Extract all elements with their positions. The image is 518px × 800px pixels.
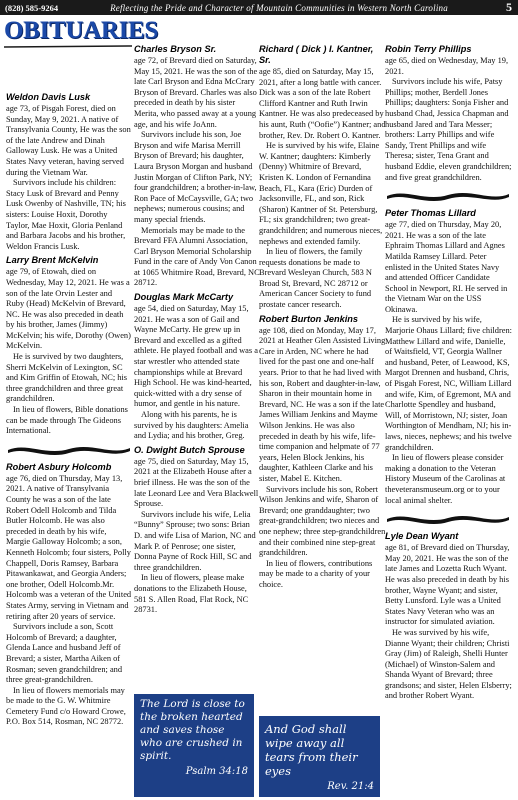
obituary-paragraph: Survivors include his wife, Patsy Phillips; mother, Berdell Jones Phillips; daughters: Sonja Fisher and husband Chad, Jessica Chapman and husband Jared and Tara Messer; brothers: Larry Phillips and wife Sandy, Trent Phillips and wife Theresa; sister, Tena Grant and husband Eddie, eleven grandchildren; and five great grandchildren. [385, 77, 512, 182]
header-tagline: Reflecting the Pride and Character of Mountain Communities in Western North Carolina [110, 2, 448, 13]
verse-box-psalm [134, 694, 254, 797]
obituary-entry [385, 44, 513, 183]
page-number: 5 [506, 0, 512, 14]
obituary-paragraph: He is survived by his wife, Elaine W. Kantner; daughters: Kimberly (Denny) Whitmire of Brevard, Kristen K. London of Fernandina Beach, FL, Kara (Eric) Durden of Jacksonville, FL, and son, Rick (Sharon) Kantner of St. Petersburg, FL; six grandchildren; two great-grandchildren; and numerous nieces, nephews and extended family. [259, 141, 383, 246]
obituary-paragraph: In lieu of flowers, the family requests donations be made to Brevard Wesleyan Church, 583 N Broad St, Brevard, NC 28712 or American Cancer Society to fund prostate cancer research. [259, 247, 372, 310]
obituary-entry [6, 92, 132, 252]
obituary-paragraph: Survivors include his children: Stacy Lusk of Brevard and Penny Lusk Owenby of Nashville, TN; his sisters: Louise Hoxit, Dorothy Taylor, Mae Hoxit, Gloria Penland and Barbara Jacobs and his brother, Weldon Francis Lusk. [6, 178, 126, 251]
obituary-paragraph: age 73, of Pisgah Forest, died on Sunday, May 9, 2021. A native of Transylvania County, He was the son of the late Andrew and Dinah Galloway Lusk. He was a United States Navy veteran, having served during the Vietnam War. [6, 104, 131, 177]
obituary-entry [134, 292, 260, 442]
divider-flourish-icon [6, 440, 132, 458]
obituary-paragraph: In lieu of flowers please consider making a donation to the Veteran History Museum of the Carolinas at theveteransmuseum.org or to your local animal shelter. [385, 453, 506, 505]
obituary-name: Robert Asbury Holcomb [6, 461, 112, 472]
obituary-name: Lyle Dean Wyant [385, 531, 459, 542]
verse-text: The Lord is close to the broken hearted and saves those who are crushed in spirit. [140, 698, 245, 762]
obituary-paragraph: age 79, of Etowah, died on Wednesday, May 12, 2021. He was a son of the late Orvin Lester and Ruby (Head) McKelvin of Brevard, NC. He was also preceded in death by his brother, James (Jimmy) McKelvin; his wife, Dorothy (Owen) McKelvin. [6, 267, 131, 351]
obituary-name: Charles Bryson Sr. [134, 44, 217, 54]
obituary-entry [385, 531, 513, 702]
obituary-paragraph: age 81, of Brevard died on Thursday, May 20, 2021. He was the son of the late James and Lozetta Ruch Wyant. He was also preceded in death by his brother, Wayne Wyant; and sister, Betty Lunsford. Lyle was a United States Navy Veteran who was an instructor for simulated aviation. [385, 543, 510, 627]
column-4 [385, 44, 513, 705]
obituary-paragraph: age 76, died on Thursday, May 13, 2021. A native of Transylvania County he was a son of the late Robert Odell Holcomb and Tilda Butler Holcomb. He was also preceded in death by his wife, Margie Galloway Holcomb; a son, Kenneth Holcomb; four sisters, Polly Chappell, Doris Ramsey, Barbara Pitawankawat, and Georgia Anders; one brother, Odell Holcomb.Mr. Holcomb was a veteran of the United States Army, serving in Vietnam and retiring after 20 years of service. [6, 473, 132, 621]
obituary-paragraph: Survivors include his son, Joe Bryson and wife Marisa Merrill Bryson of Brevard; his daughter, Laura Bryson Morgan and husband Justin Morgan of Clifton Park, NY; four grandchildren; a brother-in-law, Ron Pace of McCaysville, GA; two nephews; numerous cousins; and many special friends. [134, 130, 257, 224]
obituary-name: Robin Terry Phillips [385, 44, 472, 54]
obituary-paragraph: age 108, died on Monday, May 17, 2021 at Heather Glen Assisted Living Care in Arden, NC where he had lived for the past one and one-half years. Prior to that he had lived with his son, Robert and daughter-in-law, Sharon in their mountain home in Brevard, NC. He was a son if the late James William Jenkins and Mayme Wilson Jenkins. He was also preceded in death by his wife, life-time companion and helpmate of 77 years, Helen Block Jenkins, his daughter, Kathleen Clarke and his sister, Mabel E. Kitchen. [259, 325, 386, 483]
obituary-paragraph: age 65, died on Wednesday, May 19, 2021. [385, 56, 509, 76]
obituary-paragraph: Memorials may be made to the Brevard FFA Alumni Association, Carl Bryson Memorial Scholarship Fund in the care of Andy Von Canon at 1065 Whitmire Road, Brevard, NC 28712. [134, 225, 260, 288]
verse-box-revelation [259, 716, 380, 797]
obituary-paragraph: Survivors include a son, Scott Holcomb of Brevard; a daughter, Glenda Lance and husband Jeff of Brevard; a sister, Martha Aiken of Rosman; seven grandchildren; and three great-grandchildren. [6, 622, 123, 685]
obituary-paragraph: age 85, died on Saturday, May 15, 2021, after a long battle with cancer. Dick was a son of the late Robert Clifford Kantner and Ruth Irwin Kantner. He was also predeceased by his aunt, Ruth (“Oofie”) Kantner; and brother, Rev. Dr. Robert O. Kantner. [259, 67, 386, 140]
obituary-entry [385, 208, 513, 506]
divider-flourish-icon [385, 186, 511, 204]
masthead-flourish-icon [4, 44, 132, 49]
section-masthead [4, 17, 158, 47]
obituary-paragraph: Survivors include his son, Robert Wilson Jenkins and wife, Sharon of Brevard; one granddaughter; two great-grandchildren; two nieces and one nephew; three step-grandchildren and their combined nine step-great grandchildren. [259, 484, 386, 558]
obituary-name: Robert Burton Jenkins [259, 313, 359, 324]
obituary-paragraph: He is survived by his wife, Marjorie Ohaus Lillard; five children: Matthew Lillard and wife, Danielle, of Waitsfield, VT, Georgia Wallner and husband, Peter, of Leawood, KS, Margot Drennen and husband, Chris, of Pisgah Forest, NC, William Lillard and wife, Kim, of Egremont, MA and Charlotte Spendley and husband, Will, of Morristown, NJ; sister, Joan Worthington of Mendham, NJ; his in-laws, nieces, nephews; and his twelve grandchildren. [385, 315, 512, 452]
header-phone: (828) 585-9264 [5, 2, 59, 13]
obituary-entry [6, 462, 132, 728]
column-3 [259, 44, 387, 594]
section-title: OBITUARIES [4, 17, 158, 44]
obituary-name: Douglas Mark McCarty [134, 292, 234, 303]
obituary-name: O. Dwight Butch Sprouse [134, 444, 245, 455]
obituary-paragraph: In lieu of flowers, contributions may be made to a charity of your choice. [259, 558, 373, 589]
obituary-entry [259, 314, 387, 591]
verse-citation: Rev. 21:4 [327, 781, 374, 792]
verse-citation: Psalm 34:18 [185, 766, 248, 777]
obituary-name: Larry Brent McKelvin [6, 255, 99, 266]
obituary-paragraph: In lieu of flowers, Bible donations can be made through The Gideons International. [6, 405, 128, 436]
obituary-paragraph: He was survived by his wife, Dianne Wyant; their children; Christi Gray (Jim) of Raleigh, Shelli Hunter (Michael) of Winston-Salem and Shanda Wyant of Brevard; three grandsons; and sister, Helen Elsberry; and brother Robert Wyant. [385, 627, 512, 701]
verse-text: And God shall wipe away all tears from their eyes [265, 722, 358, 778]
column-2 [134, 44, 260, 619]
obituary-paragraph: age 75, died on Saturday, May 15, 2021 at the Elizabeth House after a brief illness. He was the son of the late Leonard Lee and Vera Blackwell Sprouse. [134, 456, 259, 509]
obituary-entry [134, 445, 260, 616]
obituary-paragraph: Survivors include his wife, Lelia “Bunny” Sprouse; two sons: Brian D. and wife Lisa of Marion, NC and Mark P. of Penrose; one sister, Donna Payne of Rock Hill, SC and three grandchildren. [134, 509, 256, 572]
obituary-paragraph: He is survived by two daughters, Sherri McKelvin of Lexington, SC and Kim Griffin of Etowah, NC; his three grandchildren and three great grandchildren. [6, 352, 128, 404]
obituary-name: Peter Thomas Lillard [385, 208, 476, 219]
divider-flourish-icon [385, 509, 511, 527]
obituary-paragraph: Along with his parents, he is survived by his daughters: Amelia and Lydia; and his brother, Greg. [134, 410, 249, 441]
obituary-entry [6, 255, 132, 437]
obituary-paragraph: age 77, died on Thursday, May 20, 2021. He was a son of the late Ephraim Thomas Lillard and Agnes Matilda Ramsey Lillard. Peter enlisted in the United States Navy and attended Officer Candidate School in Newport, RI. He served in the Vietnam War on the USS Okinawa. [385, 220, 508, 314]
obituary-paragraph: age 72, of Brevard died on Saturday, May 15, 2021. He was the son of the late Carl Bryson and Edna McCrary Bryson of Brevard. Charles was also preceded in death by his sister Merita, who passed away at a young age, and his wife JoAnn. [134, 56, 258, 129]
obituary-paragraph: In lieu of flowers memorials may be made to the G. W. Whitmire Cemetery Fund c/o Howard Crowe, P.O. Box 514, Rosman, NC 28772. [6, 685, 126, 727]
obituary-paragraph: age 54, died on Saturday, May 15, 2021. He was a son of Gail and Wayne McCarty. He grew up in Brevard and excelled as a gifted athlete. He played football and was a star wrestler who attended state championships while at Brevard High School. He was kind-hearted, quick-witted with a dry sense of humor, and gentle in his nature. [134, 304, 258, 409]
obituary-entry [259, 44, 387, 311]
obituary-name: Weldon Davis Lusk [6, 92, 91, 102]
page-header [0, 0, 518, 15]
obituary-paragraph: In lieu of flowers, please make donations to the Elizabeth House, 581 S. Allen Road, Flat Rock, NC 28731. [134, 573, 249, 615]
column-1 [6, 92, 132, 731]
obituary-entry [134, 44, 260, 289]
obituary-name: Richard ( Dick ) I. Kantner, Sr. [259, 44, 374, 65]
